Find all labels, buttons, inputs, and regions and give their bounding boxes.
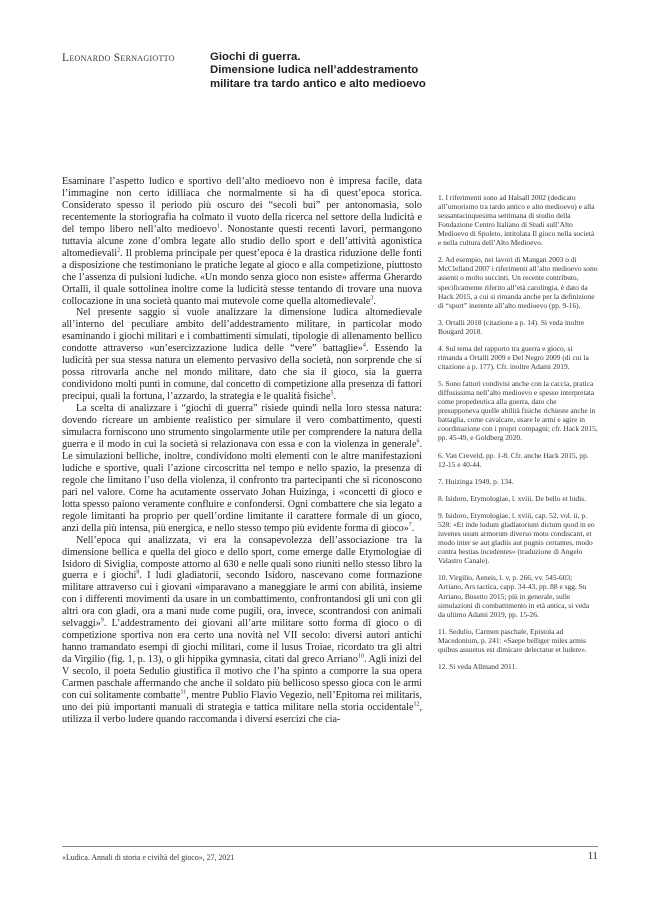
footnote: 3. Ortalli 2018 (citazione a p. 14). Si veda inoltre Bougard 2018. xyxy=(438,317,585,336)
footnote-ref: 2 xyxy=(117,247,121,254)
title-line: militare tra tardo antico e alto medioevo xyxy=(210,77,426,90)
footnote-ref: 7 xyxy=(408,522,412,529)
main-text xyxy=(62,176,422,726)
footnote-ref: 6 xyxy=(416,438,420,445)
title-line: Dimensione ludica nell’addestramento xyxy=(210,64,419,77)
footnote: 8. Isidoro, Etymologiae, l. xviii, De bello et ludis. xyxy=(438,493,586,503)
body-paragraph: Esaminare l’aspetto ludico e sportivo dell’alto medioevo non è impresa facile, data l’immagine non certo idilliaca che normalmente si ha di quest’epoca storica. Considerato spesso il periodo più oscuro dei “secoli bui” per antonomasia, solo recentemente la storiografia ha colmato il vuoto della ricerca nel settore della ludicità e del tempo libero nell’alto medioevo$^1$. Nonostante questi recenti lavori, permangono tuttavia alcune zone d’ombra legate allo studio dello sport e dell’attività agonistica altomedievali$^2$. Il problema principale per quest’epoca è la drastica riduzione delle fonti a disposizione che testimoniano le pratiche legate al gioco e alla competizione, piuttosto che l’assenza di pulsioni ludiche. «Un mondo senza gioco non esiste» afferma Gherardo Ortalli, il quale sottolinea inoltre come la ludicità stesse tentando di trovare una nuova collocazione in una società quanto mai mutevole come quella altomedievale$^3$. xyxy=(62,176,422,307)
footnote-ref: 5 xyxy=(330,390,334,397)
footer-rule xyxy=(62,846,598,847)
footnote: 12. Si veda Allmand 2011. xyxy=(438,662,518,671)
body-paragraph: La scelta di analizzare i “giochi di guerra” risiede quindi nella loro stessa natura: dovendo ricreare un ambiente realistico per simulare il vero combattimento, questi simulacra forniscono uno strumento singolarmente utile per comprendere la natura della guerra e il modo in cui la società si relazionava con essa e con la violenza in generale$^6$. Le simulazioni belliche, inoltre, condividono molti elementi con le altre manifestazioni ludiche e sportive, quali l’azione circoscritta nel tempo e nello spazio, la presenza di regole che limitano l’uso della violenza, il confronto tra partecipanti che si riconoscono pari nel valore. Come ha acutamente osservato Johan Huizinga, i «concetti di gioco e lotta spesso paiono veramente confluire e confondersi. Ogni combattere che sia legato a regole limitanti ha proprio per quell’ordine limitante il carattere formale di un gioco, anzi della più intensa, più energica, e nello stesso tempo più evidente forma di gioco»$^7$. xyxy=(62,403,422,534)
footnotes-column xyxy=(438,193,598,679)
footnote-ref: 8 xyxy=(136,570,140,577)
footnote: 11. Sedulio, Carmen paschale, Epistola ad Macedonium, p. 241: «Saepe belliger miles armis quibus assuetus est dimicare delectatur et ludere». xyxy=(438,626,587,654)
author-name: Leonardo Sernagiotto xyxy=(62,52,175,64)
page-number: 11 xyxy=(588,851,598,862)
footnote: 2. Ad esempio, nei lavori di Mangan 2003 o di McClelland 2007 i riferimenti all’alto medioevo sono assenti o molto succinti. Un recente contributo, specificamente riferito all’età carolingia, è dato da Hack 2015, a cui si rimanda anche per la definizione di “sport” inerente all’alto medioevo (pp. 9-16). xyxy=(438,255,598,310)
footnote-ref: 4 xyxy=(362,342,366,349)
footnote: 4. Sul tema del rapporto tra guerra e gioco, si rimanda a Ortalli 2009 e Del Negro 2009 (di cui la citazione a p. 177). Cfr. inoltre Adami 2019. xyxy=(438,343,589,372)
footnote-ref: 11 xyxy=(180,689,187,696)
footnote: 7. Huizinga 1949, p. 134. xyxy=(438,476,514,486)
footnote: 9. Isidoro, Etymologiae, l. xviii, cap. 52, vol. ii, p. 528: «Et inde ludum gladiatorium dictum quod in eo iuvenes usum armorum diverso motu condiscant, et modo inter se aut gladiis aut pugnis certantes, modo contra bestias incedentes» (traduzione di Angelo Valastro Canale). xyxy=(438,511,595,566)
body-paragraph: Nell’epoca qui analizzata, vi era la consapevolezza dell’associazione tra la dimensione bellica e quella del gioco e dello sport, come emerge dalle Etymologiae di Isidoro di Siviglia, composte attorno al 630 e nelle quali sono riuniti nello stesso libro la guerra e i giochi$^8$. I ludi gladiatorii, secondo Isidoro, nascevano come formazione militare attraverso cui i giovani «imparavano a maneggiare le armi con abilità, insieme con i differenti movimenti da usare in un combattimento, confrontandosi gli uni con gli altri ora con gladi, ora a mani nude come pugili, ora, invece, scontrandosi con animali selvaggi»$^9$. L’addestramento dei giovani all’arte militare sotto forma di gioco o di competizione sportiva non era certo una novità nel VII secolo: diversi autori antichi hanno tramandato esempi di giochi militari, come il lusus Troiae, ricordato tra gli altri da Virgilio (fig. 1, p. 13), o gli hippika gymnasia, citati dal greco Arriano$^{10}$. Agli inizi del V secolo, il poeta Sedulio giustifica il motivo che l’ha spinto a comporre la sua opera Carmen paschale affermando che anche il soldato più bellicoso spesso gioca con le armi con cui solitamente combatte$^{11}$, mentre Publio Flavio Vegezio, nell’Epitoma rei militaris, uno dei più importanti manuali di strategia e tattica militare nella storia occidentale$^{12}$, utilizza il verbo ludere quando raccomanda i diversi esercizi che cia- xyxy=(62,534,422,725)
footnote-ref: 12 xyxy=(413,701,420,708)
footnote-ref: 9 xyxy=(100,617,104,624)
title-line: Giochi di guerra. xyxy=(210,51,301,63)
footnote: 10. Virgilio, Aeneis, l. v, p. 266, vv. 545-603; Arriano, Ars tactica, capp. 34-43, pp. 88 e sgg. Su Arriano, Busetto 2015; più in generale, sulle simulazioni di combattimento in età antica, si veda da ultimo Adami 2019, pp. 15-26. xyxy=(438,573,590,619)
footnote: 1. I riferimenti sono ad Halsall 2002 (dedicato all’umorismo tra tardo antico e alto medioevo) e alla sessantacinquesima settimana di studio della Fondazione Centro Italiano di Studi sull’Alto Medioevo di Spoleto, intitolata Il gioco nella società e nella cultura dell’Alto Medioevo. xyxy=(438,193,595,248)
footnote-ref: 10 xyxy=(357,653,364,660)
footnote-ref: 3 xyxy=(370,295,374,302)
footnote-ref: 1 xyxy=(216,223,220,230)
footnote: 5. Sono fattori condivisi anche con la caccia, pratica diffusissima nell’alto medioevo e spesso interpretata come propedeutica alla guerra, dato che presupponeva quelle abilità fisiche richieste anche in battaglia, come cavalcare, usare le armi e agire in coordinazione con i propri compagni; cfr. Hack 2015, pp. 45-49, e Goldberg 2020. xyxy=(438,379,598,443)
footnote: 6. Van Creveld, pp. 1-8. Cfr. anche Hack 2015, pp. 12-15 e 40-44. xyxy=(438,450,589,469)
journal-citation: «Ludica. Annali di storia e civiltà del gioco», 27, 2021 xyxy=(62,853,235,862)
article-title xyxy=(210,51,510,91)
body-paragraph: Nel presente saggio si vuole analizzare la dimensione ludica altomedievale all’interno del peculiare ambito dell’addestramento militare, in particolar modo esaminando i giochi militari e i combattimenti simulati, tipologie di allenamento bellico condotte attraverso «un’esercizzazione ludica delle “vere” battaglie»$^4$. Essendo la ludicità per sua stessa natura un elemento pervasivo della società, non sorprende che si possa ritrovarla anche nel mondo militare, dato che sia il gioco, sia la guerra condividono molti punti in comune, dal concetto di competizione alla presenza di fattori precipui, quali la fortuna, l’azzardo, la strategia e le qualità fisiche$^5$. xyxy=(62,307,422,403)
